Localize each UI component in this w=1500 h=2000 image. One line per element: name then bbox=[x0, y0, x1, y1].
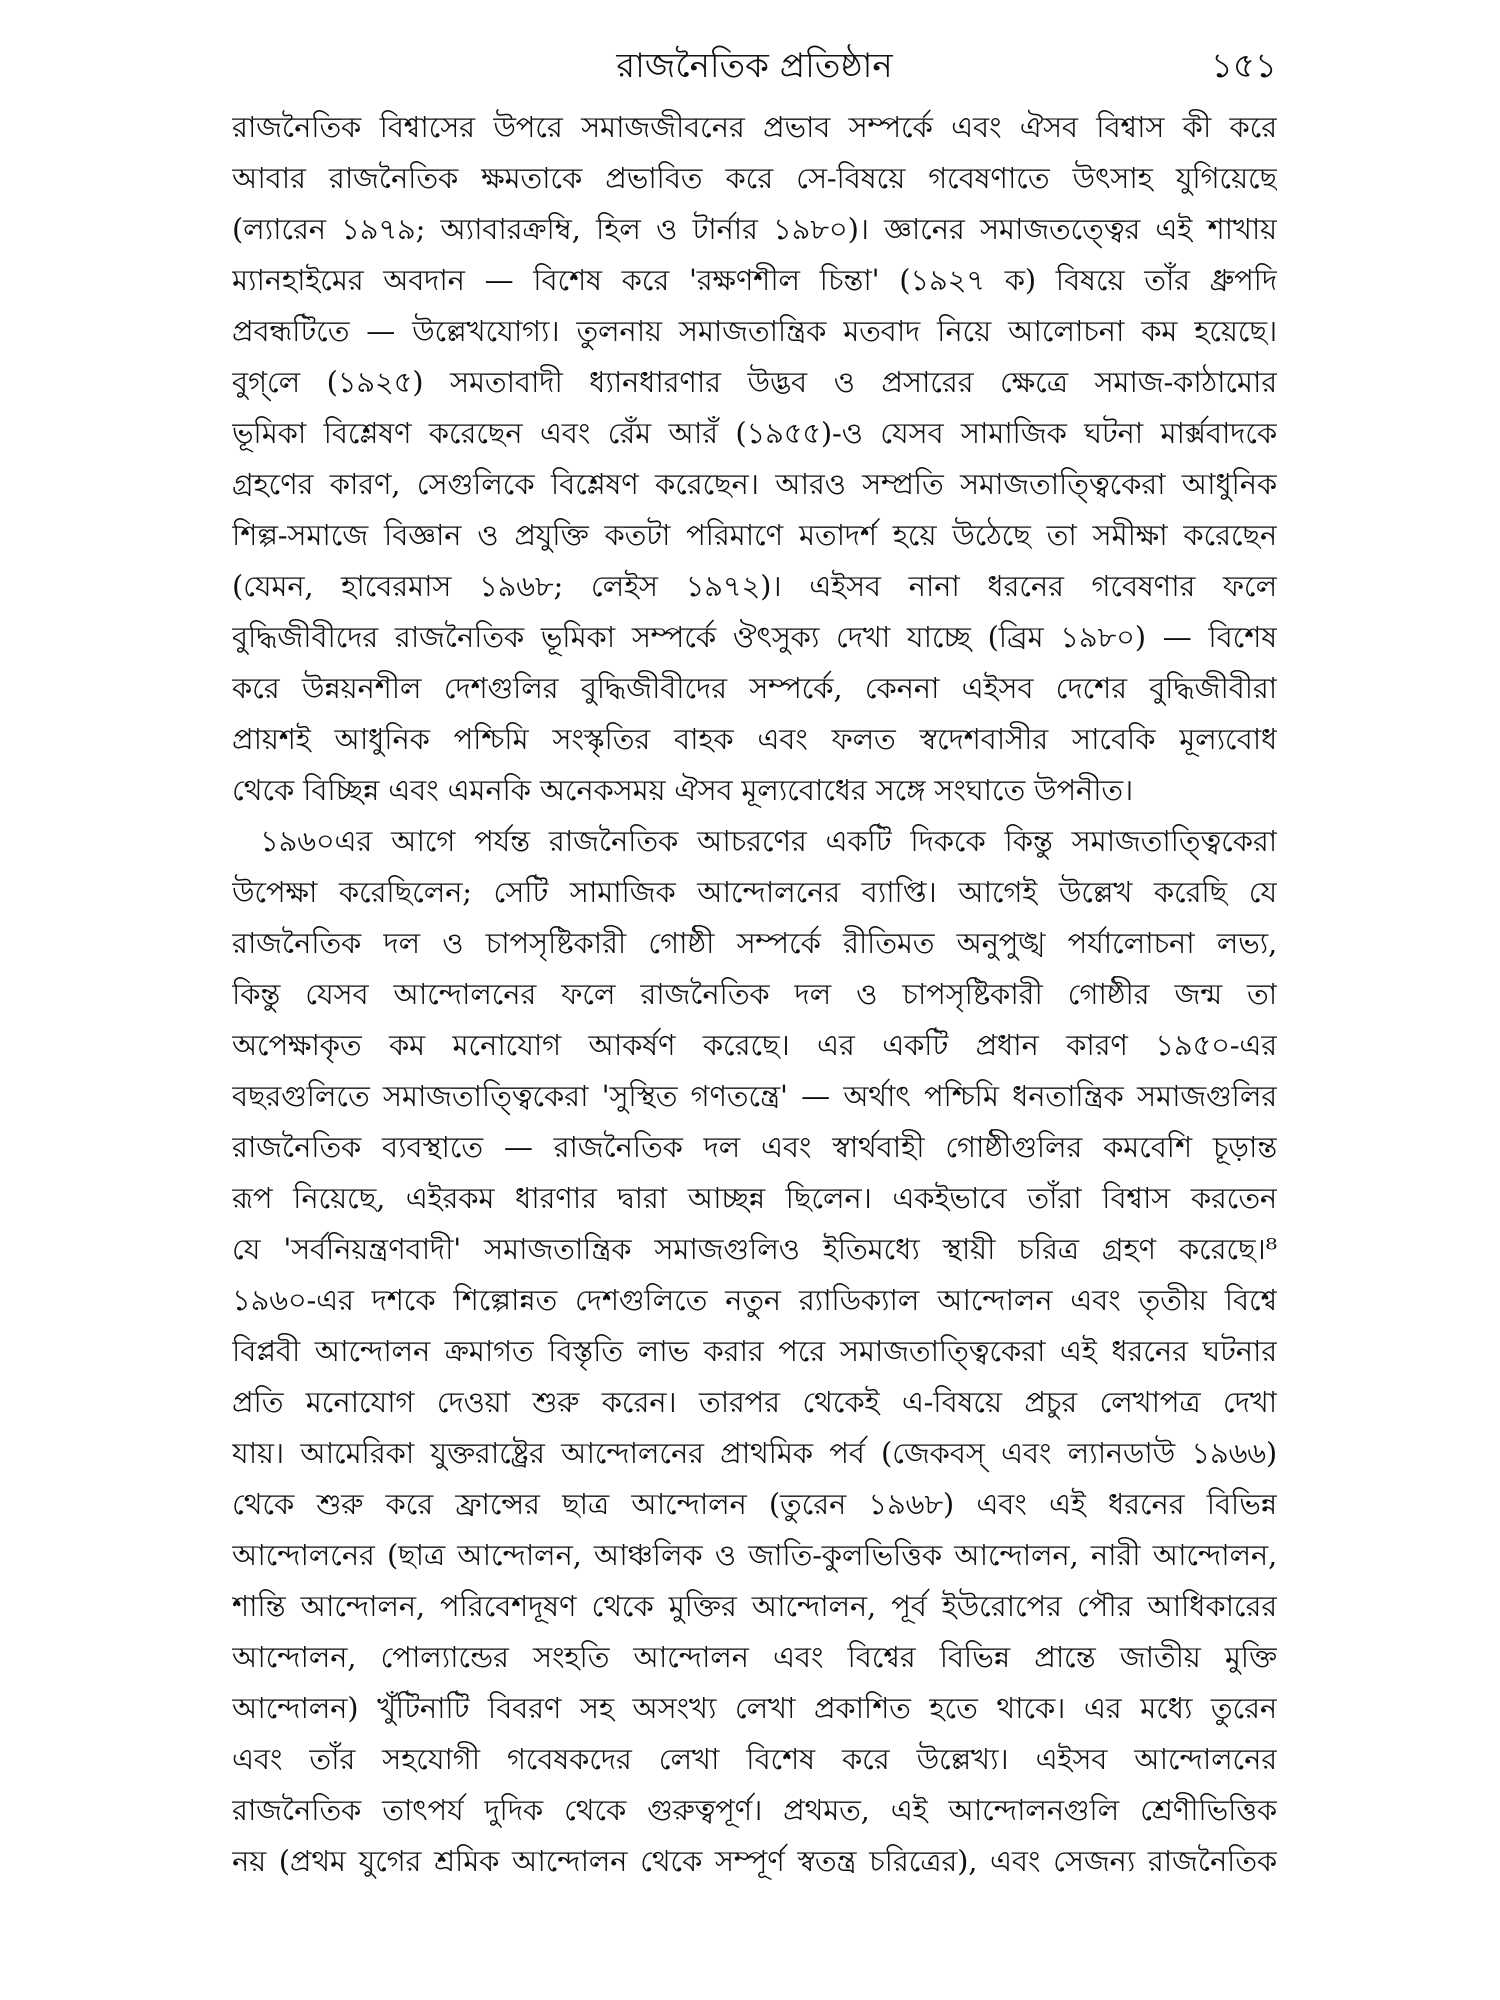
text-line: বুদ্ধিজীবীদের রাজনৈতিক ভূমিকা সম্পর্কে ঔৎসুক্য দেখা যাচ্ছে (ব্রিম ১৯৮০) — বিশেষ bbox=[232, 620, 1277, 654]
text-line: রাজনৈতিক বিশ্বাসের উপরে সমাজজীবনের প্রভাব সম্পর্কে এবং ঐসব বিশ্বাস কী করে bbox=[232, 110, 1277, 144]
text-line: গ্রহণের কারণ, সেগুলিকে বিশ্লেষণ করেছেন। আরও সম্প্রতি সমাজতাত্ত্বিকেরা আধুনিক bbox=[232, 467, 1277, 501]
text-line: ভূমিকা বিশ্লেষণ করেছেন এবং রেঁম আরঁ (১৯৫৫)-ও যেসব সামাজিক ঘটনা মার্ক্সবাদকে bbox=[232, 416, 1277, 450]
text-line: বুগ্‌লে (১৯২৫) সমতাবাদী ধ্যানধারণার উদ্ভব ও প্রসারের ক্ষেত্রে সমাজ-কাঠামোর bbox=[232, 365, 1277, 399]
paragraph bbox=[232, 102, 1277, 816]
text-line: প্রায়শই আধুনিক পশ্চিমি সংস্কৃতির বাহক এবং ফলত স্বদেশবাসীর সাবেকি মূল্যবোধ bbox=[232, 722, 1277, 756]
text-line: অপেক্ষাকৃত কম মনোযোগ আকর্ষণ করেছে। এর একটি প্রধান কারণ ১৯৫০-এর bbox=[232, 1028, 1277, 1062]
text-line: কিন্তু যেসব আন্দোলনের ফলে রাজনৈতিক দল ও চাপসৃষ্টিকারী গোষ্ঠীর জন্ম তা bbox=[232, 977, 1277, 1011]
text-line: করে উন্নয়নশীল দেশগুলির বুদ্ধিজীবীদের সম্পর্কে, কেননা এইসব দেশের বুদ্ধিজীবীরা bbox=[232, 671, 1277, 705]
text-line: আন্দোলন, পোল্যান্ডের সংহতি আন্দোলন এবং বিশ্বের বিভিন্ন প্রান্তে জাতীয় মুক্তি bbox=[232, 1640, 1277, 1674]
text-line: ১৯৬০-এর দশকে শিল্পোন্নত দেশগুলিতে নতুন র‍্যাডিক্যাল আন্দোলন এবং তৃতীয় বিশ্বে bbox=[232, 1283, 1277, 1317]
text-line: বিপ্লবী আন্দোলন ক্রমাগত বিস্তৃতি লাভ করার পরে সমাজতাত্ত্বিকেরা এই ধরনের ঘটনার bbox=[232, 1334, 1277, 1368]
text-line: নয় (প্রথম যুগের শ্রমিক আন্দোলন থেকে সম্পূর্ণ স্বতন্ত্র চরিত্রের), এবং সেজন্য রাজনৈতিক bbox=[232, 1844, 1277, 1878]
text-line: প্রবন্ধটিতে — উল্লেখযোগ্য। তুলনায় সমাজতান্ত্রিক মতবাদ নিয়ে আলোচনা কম হয়েছে। bbox=[232, 314, 1277, 348]
text-line: আন্দোলন) খুঁটিনাটি বিবরণ সহ অসংখ্য লেখা প্রকাশিত হতে থাকে। এর মধ্যে তুরেন bbox=[232, 1691, 1277, 1725]
text-line: বছরগুলিতে সমাজতাত্ত্বিকেরা 'সুস্থিত গণতন্ত্রে' — অর্থাৎ পশ্চিমি ধনতান্ত্রিক সমাজগুলির bbox=[232, 1079, 1277, 1113]
text-line: শিল্প-সমাজে বিজ্ঞান ও প্রযুক্তি কতটা পরিমাণে মতাদর্শ হয়ে উঠেছে তা সমীক্ষা করেছেন bbox=[232, 518, 1277, 552]
text-line: (ল্যারেন ১৯৭৯; অ্যাবারক্রম্বি, হিল ও টার্নার ১৯৮০)। জ্ঞানের সমাজতত্ত্বের এই শাখায় bbox=[232, 212, 1277, 246]
page-number: ১৫১ bbox=[1210, 46, 1277, 86]
text-line: রাজনৈতিক ব্যবস্থাতে — রাজনৈতিক দল এবং স্বার্থবাহী গোষ্ঠীগুলির কমবেশি চূড়ান্ত bbox=[232, 1130, 1277, 1164]
text-line: আবার রাজনৈতিক ক্ষমতাকে প্রভাবিত করে সে-বিষয়ে গবেষণাতে উৎসাহ যুগিয়েছে bbox=[232, 161, 1277, 195]
text-line: রাজনৈতিক দল ও চাপসৃষ্টিকারী গোষ্ঠী সম্পর্কে রীতিমত অনুপুঙ্খ পর্যালোচনা লভ্য, bbox=[232, 926, 1277, 960]
text-line: রূপ নিয়েছে, এইরকম ধারণার দ্বারা আচ্ছন্ন ছিলেন। একইভাবে তাঁরা বিশ্বাস করতেন bbox=[232, 1181, 1277, 1215]
text-line: ম্যানহাইমের অবদান — বিশেষ করে 'রক্ষণশীল চিন্তা' (১৯২৭ ক) বিষয়ে তাঁর ধ্রুপদি bbox=[232, 263, 1277, 297]
text-line: যায়। আমেরিকা যুক্তরাষ্ট্রের আন্দোলনের প্রাথমিক পর্ব (জেকবস্‌ এবং ল্যানডাউ ১৯৬৬) bbox=[232, 1436, 1277, 1470]
text-line: থেকে বিচ্ছিন্ন এবং এমনকি অনেকসময় ঐসব মূল্যবোধের সঙ্গে সংঘাতে উপনীত। bbox=[232, 773, 1134, 807]
text-line: ১৯৬০এর আগে পর্যন্ত রাজনৈতিক আচরণের একটি দিককে কিন্তু সমাজতাত্ত্বিকেরা bbox=[260, 824, 1277, 858]
text-line: রাজনৈতিক তাৎপর্য দুদিক থেকে গুরুত্বপূর্ণ। প্রথমত, এই আন্দোলনগুলি শ্রেণীভিত্তিক bbox=[232, 1793, 1277, 1827]
text-line: উপেক্ষা করেছিলেন; সেটি সামাজিক আন্দোলনের ব্যাপ্তি। আগেই উল্লেখ করেছি যে bbox=[232, 875, 1277, 909]
text-line: এবং তাঁর সহযোগী গবেষকদের লেখা বিশেষ করে উল্লেখ্য। এইসব আন্দোলনের bbox=[232, 1742, 1277, 1776]
running-title: রাজনৈতিক প্রতিষ্ঠান bbox=[616, 46, 893, 86]
text-line: (যেমন, হাবেরমাস ১৯৬৮; লেইস ১৯৭২)। এইসব নানা ধরনের গবেষণার ফলে bbox=[232, 569, 1277, 603]
text-line: থেকে শুরু করে ফ্রান্সের ছাত্র আন্দোলন (তুরেন ১৯৬৮) এবং এই ধরনের বিভিন্ন bbox=[232, 1487, 1277, 1521]
running-header bbox=[232, 40, 1277, 96]
paragraph bbox=[232, 816, 1277, 1887]
body-text bbox=[232, 102, 1277, 1887]
text-line: যে 'সর্বনিয়ন্ত্রণবাদী' সমাজতান্ত্রিক সমাজগুলিও ইতিমধ্যে স্থায়ী চরিত্র গ্রহণ করেছে।⁸ bbox=[232, 1232, 1277, 1266]
text-line: শান্তি আন্দোলন, পরিবেশদূষণ থেকে মুক্তির আন্দোলন, পূর্ব ইউরোপের পৌর আধিকারের bbox=[232, 1589, 1277, 1623]
text-line: আন্দোলনের (ছাত্র আন্দোলন, আঞ্চলিক ও জাতি-কুলভিত্তিক আন্দোলন, নারী আন্দোলন, bbox=[232, 1538, 1277, 1572]
text-line: প্রতি মনোযোগ দেওয়া শুরু করেন। তারপর থেকেই এ-বিষয়ে প্রচুর লেখাপত্র দেখা bbox=[232, 1385, 1277, 1419]
